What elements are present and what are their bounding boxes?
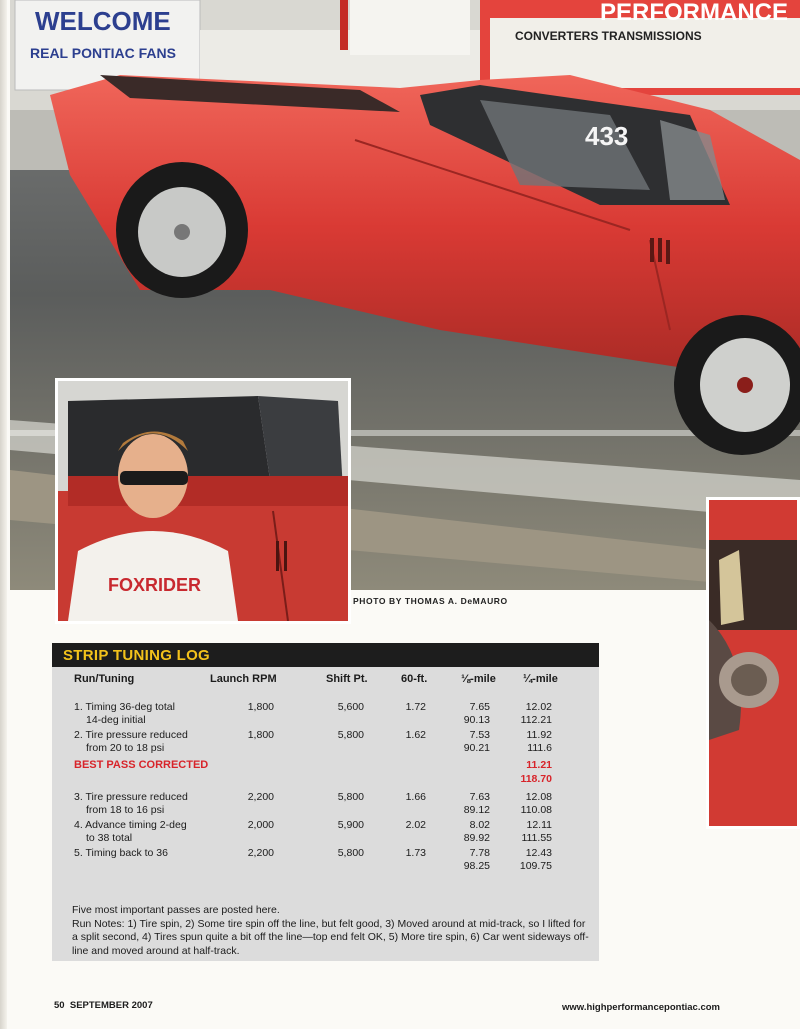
run-5-tuning-line1: 5. Timing back to 36: [74, 847, 168, 859]
driver-portrait: [58, 381, 348, 621]
col-run-tuning: Run/Tuning: [74, 673, 135, 685]
run-4-tuning-line1: 4. Advance timing 2-deg: [74, 819, 187, 831]
photo-credit: PHOTO BY THOMAS A. DeMAURO: [353, 596, 508, 606]
log-header: [52, 643, 599, 667]
run-1-launch: 1,800: [247, 701, 274, 713]
run-notes: [72, 904, 592, 958]
run-2-tuning-line2: from 20 to 18 psi: [86, 742, 165, 754]
run-2-eighth-et: 7.53: [469, 729, 490, 741]
run-5-quarter-et: 12.43: [525, 847, 552, 859]
run-3-eighth-mph: 89.12: [463, 804, 490, 816]
run-3-tuning-line2: from 18 to 16 psi: [86, 804, 165, 816]
best-pass-label: BEST PASS CORRECTED: [74, 759, 209, 771]
driver-portrait-photo: [55, 378, 351, 624]
run-5-eighth-et: 7.78: [469, 847, 490, 859]
run-1-tuning-line1: 1. Timing 36-deg total: [74, 701, 175, 713]
strip-tuning-log: [52, 643, 599, 961]
log-title: STRIP TUNING LOG: [63, 647, 211, 664]
page-spine: [0, 0, 7, 1029]
engine-bay-photo: [706, 497, 800, 829]
col-quarter-mile: ¼-mile: [523, 673, 558, 685]
run-4-eighth-et: 8.02: [469, 819, 490, 831]
col-launch-rpm: Launch RPM: [210, 673, 277, 685]
run-5-sixty: 1.73: [405, 847, 426, 859]
run-1-tuning-line2: 14-deg initial: [86, 714, 146, 726]
col-eighth-mile: ⅛-mile: [461, 673, 496, 685]
run-2-quarter-et: 11.92: [526, 729, 552, 741]
run-4-quarter-et: 12.11: [526, 819, 552, 831]
run-2-shift: 5,800: [337, 729, 364, 741]
col-sixty-ft: 60-ft.: [401, 673, 428, 685]
issue-date: SEPTEMBER 2007: [69, 1000, 153, 1011]
banner-sub: REAL PONTIAC FANS: [30, 45, 176, 61]
banner-performance: PERFORMANCE: [600, 0, 789, 26]
run-2-eighth-mph: 90.21: [463, 742, 490, 754]
folio: [54, 1000, 153, 1011]
page-number: 50: [54, 1000, 65, 1011]
run-1-eighth-et: 7.65: [469, 701, 490, 713]
run-3-launch: 2,200: [247, 791, 274, 803]
run-4-quarter-mph: 111.55: [521, 832, 552, 844]
run-2-quarter-mph: 111.6: [527, 742, 552, 754]
run-2-tuning-line1: 2. Tire pressure reduced: [74, 729, 188, 741]
run-4-eighth-mph: 89.92: [463, 832, 490, 844]
banner-performance-sub: CONVERTERS TRANSMISSIONS: [515, 29, 702, 43]
run-5-eighth-mph: 98.25: [463, 860, 490, 872]
notes-intro: Five most important passes are posted here.: [72, 904, 280, 916]
run-5-shift: 5,800: [337, 847, 364, 859]
run-4-sixty: 2.02: [405, 819, 426, 831]
run-4-shift: 5,900: [337, 819, 364, 831]
run-3-tuning-line1: 3. Tire pressure reduced: [74, 791, 188, 803]
run-1-eighth-mph: 90.13: [463, 714, 490, 726]
website-url: www.highperformancepontiac.com: [562, 1002, 721, 1013]
run-1-quarter-mph: 112.21: [520, 714, 552, 726]
run-3-shift: 5,800: [337, 791, 364, 803]
run-2-launch: 1,800: [247, 729, 274, 741]
run-2-sixty: 1.62: [405, 729, 426, 741]
run-1-quarter-et: 12.02: [525, 701, 552, 713]
run-1-shift: 5,600: [337, 701, 364, 713]
col-shift-pt: Shift Pt.: [326, 673, 368, 685]
run-3-quarter-et: 12.08: [525, 791, 552, 803]
run-4-launch: 2,000: [247, 819, 274, 831]
log-body: [52, 667, 599, 961]
run-3-eighth-et: 7.63: [469, 791, 490, 803]
engine-bay: [709, 500, 797, 826]
run-1-sixty: 1.72: [405, 701, 426, 713]
run-5-launch: 2,200: [247, 847, 274, 859]
run-5-quarter-mph: 109.75: [519, 860, 552, 872]
run-3-quarter-mph: 110.08: [520, 804, 552, 816]
run-3-sixty: 1.66: [405, 791, 426, 803]
banner-welcome: WELCOME: [35, 6, 171, 36]
best-pass-et: 11.21: [526, 759, 552, 771]
notes-text: Run Notes: 1) Tire spin, 2) Some tire spin off the line, but felt good, 3) Moved around at mid-track, so I lifted for a split second, 4) Tires spun quite a bit off the line—top end felt OK, 5) More tire spin, 6) Car went sideways off-line and moved around at half-track.: [72, 917, 589, 957]
best-pass-mph: 118.70: [520, 773, 552, 785]
run-4-tuning-line2: to 38 total: [86, 832, 133, 844]
car-number: 433: [585, 121, 629, 151]
shirt-text: FOXRIDER: [108, 575, 202, 595]
